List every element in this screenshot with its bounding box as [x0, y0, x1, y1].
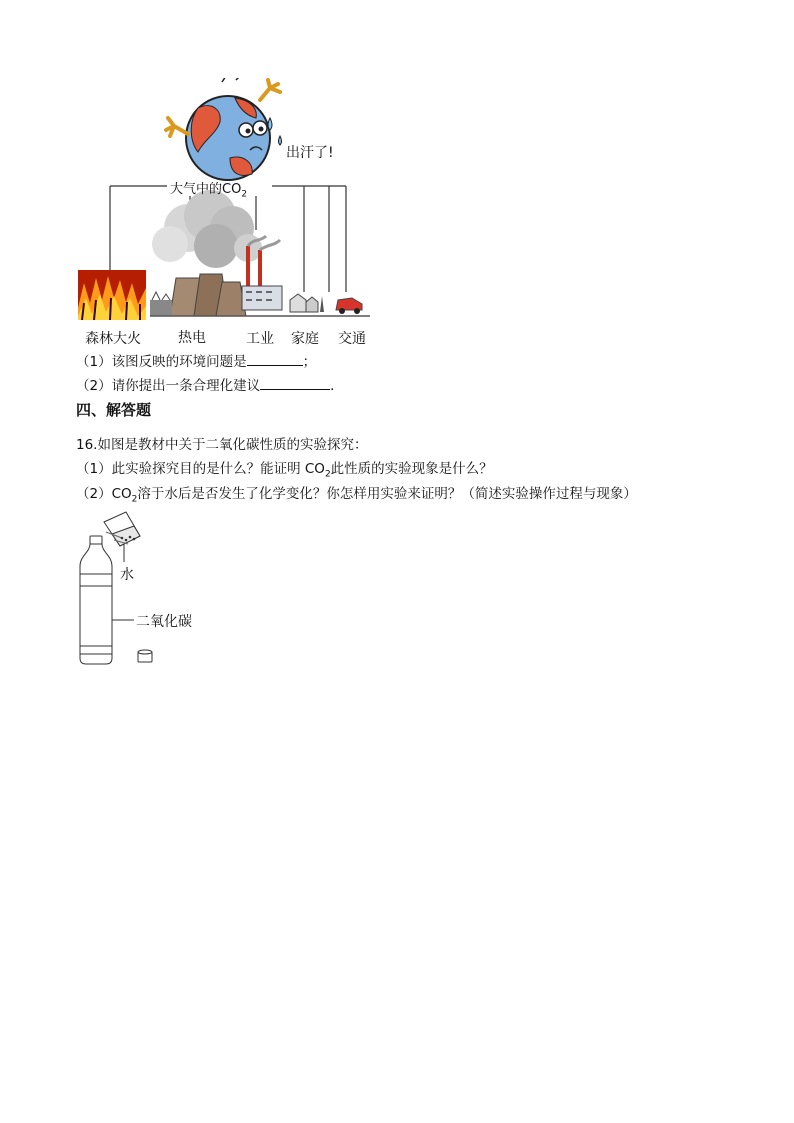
water-label: 水: [120, 567, 134, 583]
co2-sources-figure: [70, 78, 380, 350]
houses-image: [290, 294, 324, 312]
co2-bottle-figure: [76, 508, 216, 668]
co2-center-label-main: 大气中的CO: [170, 182, 242, 197]
sweating-earth-icon: [166, 78, 282, 180]
source-label-household: 家庭: [291, 331, 319, 347]
car-image: [336, 298, 362, 314]
source-label-industry: 工业: [246, 331, 274, 347]
q16-part2-sub: 2: [131, 494, 138, 505]
q15-part2: [76, 374, 344, 394]
q16-part1-text-a: （1）此实验探究目的是什么？能证明 CO: [76, 461, 325, 477]
q15-part2-prefix: （2）请你提出一条合理化建议: [76, 378, 261, 394]
q15-part1-suffix: ；: [302, 354, 317, 370]
q15-part1-answer-blank[interactable]: [247, 353, 303, 366]
q15-part2-suffix: ．: [330, 378, 344, 394]
section-title: 四、解答题: [76, 401, 152, 419]
source-label-thermal-power: 热电: [178, 330, 206, 346]
q15-part1: [76, 350, 316, 370]
q16-part1: [76, 457, 493, 480]
power-plant-image: [150, 190, 282, 316]
q15-part1-prefix: （1）该图反映的环境问题是: [76, 354, 247, 370]
co2-center-label: [170, 178, 247, 200]
source-label-transport: 交通: [338, 331, 366, 347]
q16-part2-text-a: （2）CO: [76, 486, 132, 502]
source-label-forest-fire: 森林大火: [85, 331, 141, 347]
bottle-cap-icon: [138, 650, 152, 662]
q16-part1-sub: 2: [324, 469, 331, 480]
co2-sources-illustration: [70, 78, 380, 328]
co2-label: 二氧化碳: [136, 614, 192, 630]
forest-fire-image: [78, 270, 146, 320]
speech-bubble-text: 出汗了!: [286, 145, 334, 161]
co2-center-label-sub: 2: [241, 189, 248, 200]
q16-intro: 16.如图是教材中关于二氧化碳性质的实验探究：: [76, 437, 368, 453]
q16-part2: [76, 482, 637, 505]
q15-part2-answer-blank[interactable]: [260, 377, 330, 390]
q16-part1-text-b: 此性质的实验现象是什么？: [330, 461, 493, 477]
plastic-bottle-icon: [80, 536, 112, 664]
beaker-icon: [104, 512, 140, 546]
q16-part2-text-b: 溶于水后是否发生了化学变化？你怎样用实验来证明？（简述实验操作过程与现象）: [137, 486, 637, 502]
bottle-beaker-illustration: [76, 508, 216, 668]
